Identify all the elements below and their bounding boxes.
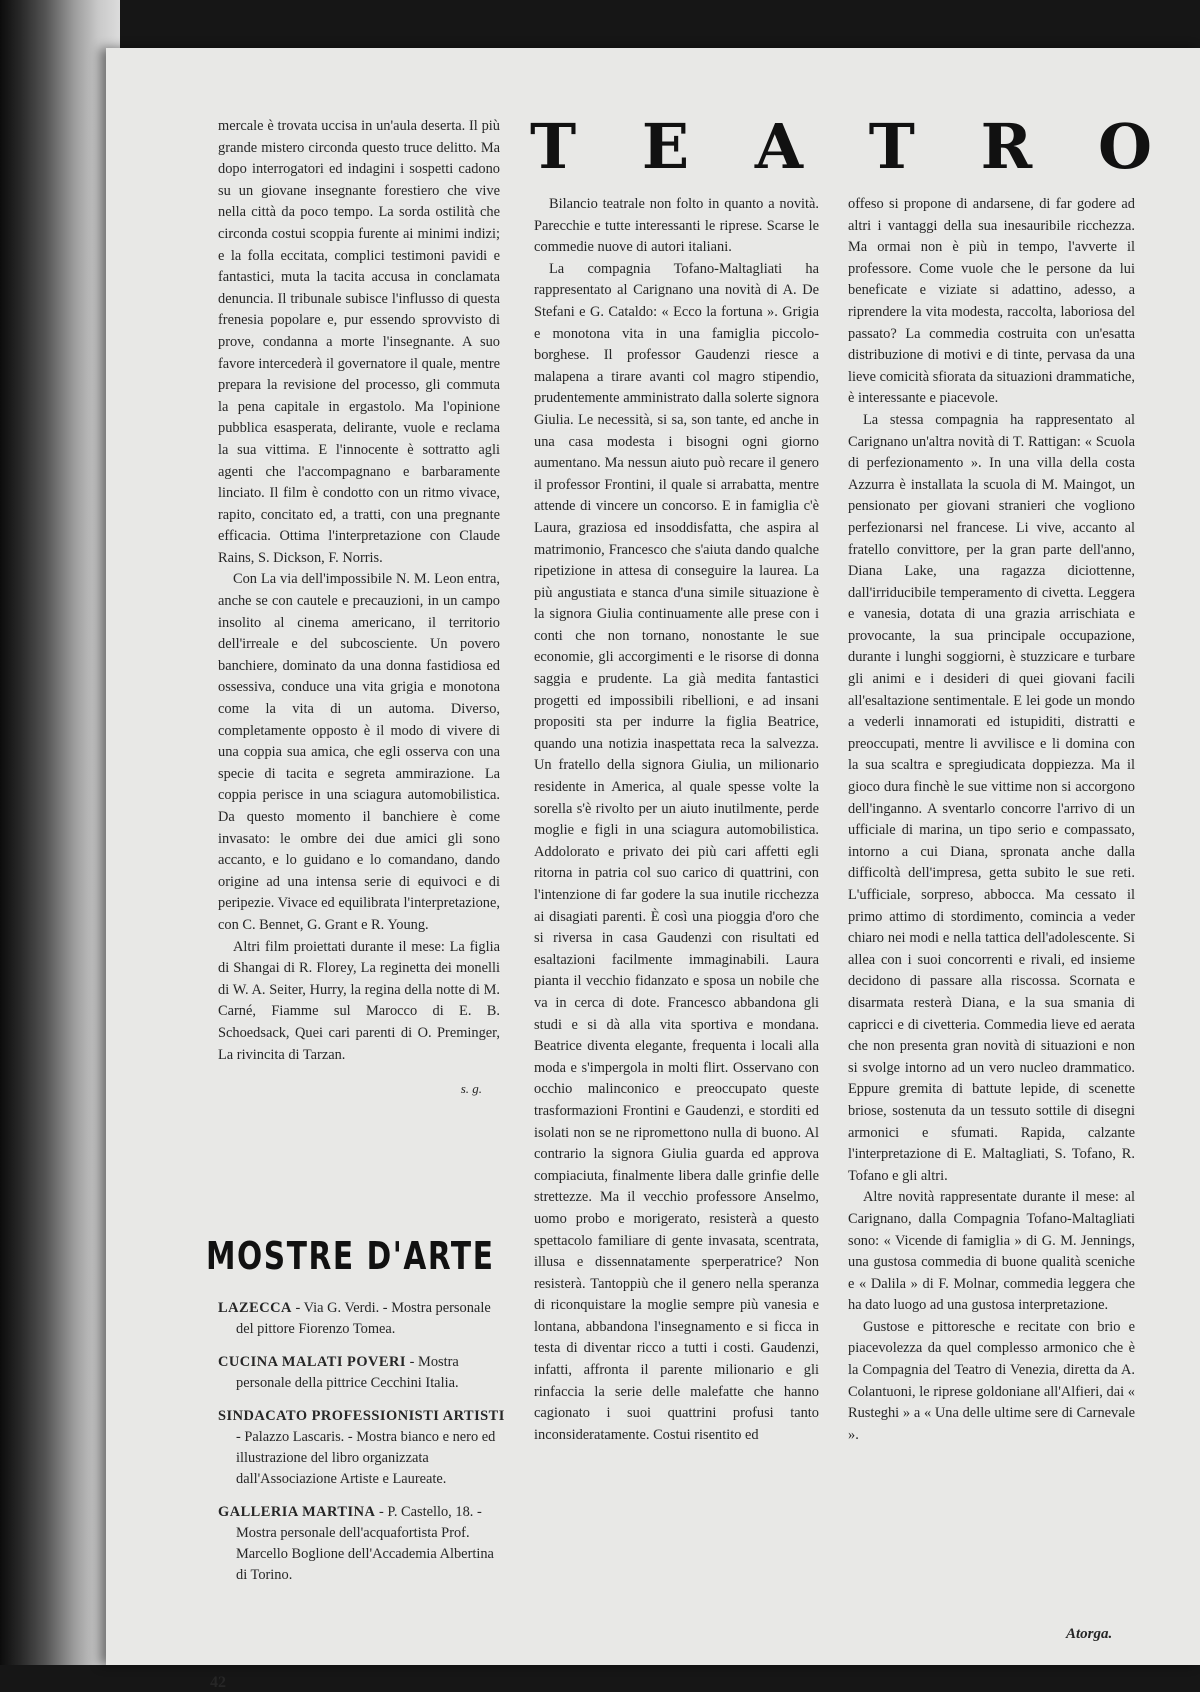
cinema-paragraph-1: mercale è trovata uccisa in un'aula deserta. Il più grande mistero circonda questo truce delitto. Ma dopo interrogatori ed indagini i sospetti cadono su un giovane insegnante forestiero che vive nella città da poco tempo. La sorda ostilità che circonda costui scoppia furente ai minimi indizi; e la folla eccitata, complici testimoni pavidi e fantastici, muta la tacita accusa in conclamata denuncia. Il tribunale subisce l'influsso di questa frenesia popolare e, pur essendo sprovvisto di prove, condanna a morte l'insegnante. A suo favore intercederà il governatore il quale, mentre prepara la revisione del processo, gli commuta la pena capitale in ergastolo. Ma l'opinione pubblica esasperata, delirante, vuole e reclama la sua vittima. E l'innocente è sottratto agli agenti che l'accompagnano e barbaramente linciato. Il film è condotto con un ritmo vivace, rapito, concitato ed, a tratti, con una pregnante efficacia. Ottima l'interpretazione con Claude Rains, S. Dickson, F. Norris. [218, 118, 500, 566]
cinema-paragraph-3: Altri film proiettati durante il mese: La figlia di Shangai di R. Florey, La reginetta dei monelli di W. A. Seiter, Hurry, la regina della notte di M. Carné, Fiamme sul Marocco di E. B. Schoedsack, Quei cari parenti di O. Preminger, La rivincita di Tarzan. [218, 938, 500, 1063]
book-binding [0, 0, 120, 1665]
mostre-venue: GALLERIA MARTINA [218, 1504, 376, 1520]
mostre-details: - Mostra personale della pittrice Cecchini Italia. [236, 1354, 459, 1391]
teatro-paragraph-6: Gustose e pittoresche e recitate con brio e piacevolezza da quel complesso armonico che è la Compagnia del Teatro di Venezia, diretta da A. Colantuoni, le riprese goldoniane all'Alfieri, dai « Rusteghi » a « Una delle ultime sere di Carnevale ». [848, 1318, 1135, 1443]
teatro-letter-3: A [754, 109, 804, 183]
mostre-entry [218, 1406, 508, 1490]
mostre-venue: SINDACATO PROFESSIONISTI ARTISTI [218, 1408, 505, 1424]
mostre-venue: LAZECCA [218, 1300, 292, 1316]
mostre-entry [218, 1352, 508, 1394]
mostre-details: - Via G. Verdi. - Mostra personale del pittore Fiorenzo Tomea. [236, 1300, 491, 1337]
teatro-paragraph-3: offeso si propone di andarsene, di far godere ad altri i vantaggi della sua inesauribile ricchezza. Ma ormai non è più in tempo, l'avverte il professore. Come vuole che le persone da lui beneficate e viziate si adattino, adesso, a riprendere la vita modesta, raccolta, laboriosa del passato? La commedia costruita con un'esatta distribuzione di motivi e di tinte, pervasa da una lieve comicità sfiorata da situazioni drammatiche, è interessante e piacevole. [848, 196, 1135, 407]
magazine-page [106, 48, 1200, 1691]
cinema-paragraph-2: Con La via dell'impossibile N. M. Leon entra, anche se con cautele e precauzioni, in un campo insolito al cinema americano, il territorio dell'irreale e del subcosciente. Un povero banchiere, dominato da una donna fastidiosa ed ossessiva, conduce una vita grigia e monotona come la vita di un automa. Diverso, completamente opposto è il modo di vivere di una coppia sua amica, che egli osserva con una specie di tacita e segreta ammirazione. La coppia perisce in una sciagura automobilistica. Da questo momento il banchiere è come invasato: le ombre dei due amici gli sono accanto, e lo guidano e lo comandano, dando origine ad una intensa serie di equivoci e di peripezie. Vivace ed equilibrata l'interpretazione, con C. Bennet, G. Grant e R. Young. [218, 571, 500, 933]
cinema-signature: s. g. [460, 1081, 482, 1097]
mostre-venue: CUCINA MALATI POVERI [218, 1354, 407, 1370]
teatro-column-1 [534, 194, 819, 1446]
teatro-paragraph-2: La compagnia Tofano-Maltagliati ha rappresentato al Carignano una novità di A. De Stefani e G. Cataldo: « Ecco la fortuna ». Grigia e monotona vita in una famiglia piccolo-borghese. Il professor Gaudenzi riesce a malapena a tirare avanti col magro stipendio, prudentemente amministrato dalla solerte signora Giulia. Le necessità, si sa, son tante, ed anche in una casa modesta i bisogni ogni giorno aumentano. Ma nessun aiuto può recare il genero il professor Frontini, il quale si arrabatta, mentre attende di vincere un concorso. E in famiglia c'è Laura, graziosa ed insoddisfatta, che aspira al matrimonio, Francesco che s'aiuta dando qualche ripetizione in attesa di conseguire la laurea. La più angustiata e stanca d'una simile situazione è la signora Giulia continuamente alle prese con i conti che non tornano, nonostante le sue economie, gli accorgimenti e le risorse di donna saggia e prudente. La già medita fantastici progetti ed impossibili ribellioni, e ad insani propositi sta per indurre la figlia Beatrice, quando una notizia inaspettata reca la salvezza. Un fratello della signora Giulia, un milionario residente in America, al quale spesse volte la sorella s'è rivolto per un aiuto inutilmente, perde moglie e figli in una sciagura automobilistica. Addolorato e privato dei più cari affetti egli ritorna in patria col suo carico di quattrini, con l'intenzione di far godere la sua inutile ricchezza ai disagiati parenti. È così una pioggia d'oro che si riversa in casa Gaudenzi con risultati ed esaltazioni facilmente immaginabili. Laura pianta il vecchio fidanzato e sposa un nobile che va in cerca di dote. Francesco abbandona gli studi e si dà alla vita sportiva e mondana. Beatrice diventa elegante, frequenta i locali alla moda e s'impergola in molti flirt. Osservano con occhio malinconico e preoccupato queste trasformazioni Frontini e Gaudenzi, e storditi ed isolati non se ne ripromettono nulla di buono. Al contrario la signora Giulia guarda ed approva compiaciuta, finalmente libera dalle grinfie delle strettezze. Ma il vecchio professore Anselmo, uomo probo e morigerato, resisterà a questo spettacolo familiare di gente invasata, scentrata, illusa e dissennatamente sperperatrice? Non resisterà. Tantoppiù che il genero nella speranza di riconquistare la moglie sempre più vanesia e lontana, abbandona l'insegnamento e si ficca in testa di diventar ricco a tutti i costi. Gaudenzi, infatti, affronta il parente milionario e gli rinfaccia la serie delle malefatte che hanno cagionato i suoi quattrini profusi tanto inconsideratamente. Costui risentito ed [534, 260, 819, 1443]
teatro-letter-4: T [868, 109, 915, 183]
mostre-heading: MOSTRE D'ARTE [206, 1234, 495, 1278]
teatro-signature: Atorga. [1066, 1626, 1113, 1642]
teatro-letter-1: T [530, 109, 577, 183]
teatro-paragraph-1: Bilancio teatrale non folto in quanto a novità. Parecchie e tutte interessanti le riprese. Scarse le commedie nuove di autori italiani. [534, 196, 819, 256]
teatro-paragraph-4: La stessa compagnia ha rappresentato al Carignano un'altra novità di T. Rattigan: « Scuola di perfezionamento ». In una villa della costa Azzurra è installata la scuola di M. Maingot, un pensionato per giovani stranieri che vogliono perfezionarsi nel francese. Li vive, accanto al fratello convittore, per la gran parte dell'anno, Diana Lake, una ragazza diciottenne, dall'irriducibile temperamento di civetta. Leggera e vanesia, dotata di una grazia arrischiata e provocante, la sua principale occupazione, durante i lunghi soggiorni, è stuzzicare e turbare gli animi e i desideri di quei giovani facili all'esaltazione sentimentale. E lei gode un mondo a vederli innamorati ed istupiditi, distratti e preoccupati, mentre li avvilisce e li domina con la sua scaltra e spregiudicata doppiezza. Ma il gioco dura finchè le sue vittime non si accorgono dell'inganno. A sventarlo concorre l'arrivo di un ufficiale di marina, un tipo serio e compassato, intorno a cui Diana, spronata anche dalla difficoltà dell'impresa, getta subito le sue reti. L'ufficiale, sorpreso, abbocca. Ma cessato il primo attimo di stordimento, comincia a veder chiaro nei modi e nella tattica dell'adolescente. Si allea con i suoi concorrenti e rivali, ed insieme decidono di passare alla riscossa. Scornata e disarmata resterà Diana, e la sua smania di capricci e di civetteria. Commedia lieve ed aerata che non presenta gran novità di situazioni e non si svolge intorno ad un vero nucleo drammatico. Eppure gremita di battute lepide, di scenette briose, sostenuta da un tessuto sottile di disegni armonici e sfumati. Rapida, calzante l'interpretazione di E. Maltagliati, S. Tofano, R. Tofano e gli altri. [848, 411, 1135, 1184]
teatro-heading [530, 108, 1152, 184]
teatro-column-2 [848, 194, 1135, 1446]
teatro-letter-6: O [1097, 109, 1152, 183]
mostre-list [218, 1298, 508, 1598]
mostre-details: - P. Castello, 18. - Mostra personale dell'acquafortista Prof. Marcello Boglione dell'Accademia Albertina di Torino. [236, 1504, 494, 1583]
teatro-letter-2: E [641, 109, 690, 183]
teatro-letter-5: R [980, 109, 1033, 183]
cinema-column [218, 116, 500, 1100]
page-number: 42 [210, 1674, 226, 1691]
mostre-details: - Palazzo Lascaris. - Mostra bianco e nero ed illustrazione del libro organizzata dall'Associazione Artiste e Laureate. [236, 1429, 496, 1487]
mostre-entry [218, 1298, 508, 1340]
mostre-entry [218, 1502, 508, 1586]
teatro-paragraph-5: Altre novità rappresentate durante il mese: al Carignano, dalla Compagnia Tofano-Maltagliati sono: « Vicende di famiglia » di G. M. Jennings, una gustosa commedia di buone qualità sceniche e « Dalila » di F. Molnar, commedia leggera che ha dato luogo ad una gustosa interpretazione. [848, 1189, 1135, 1314]
